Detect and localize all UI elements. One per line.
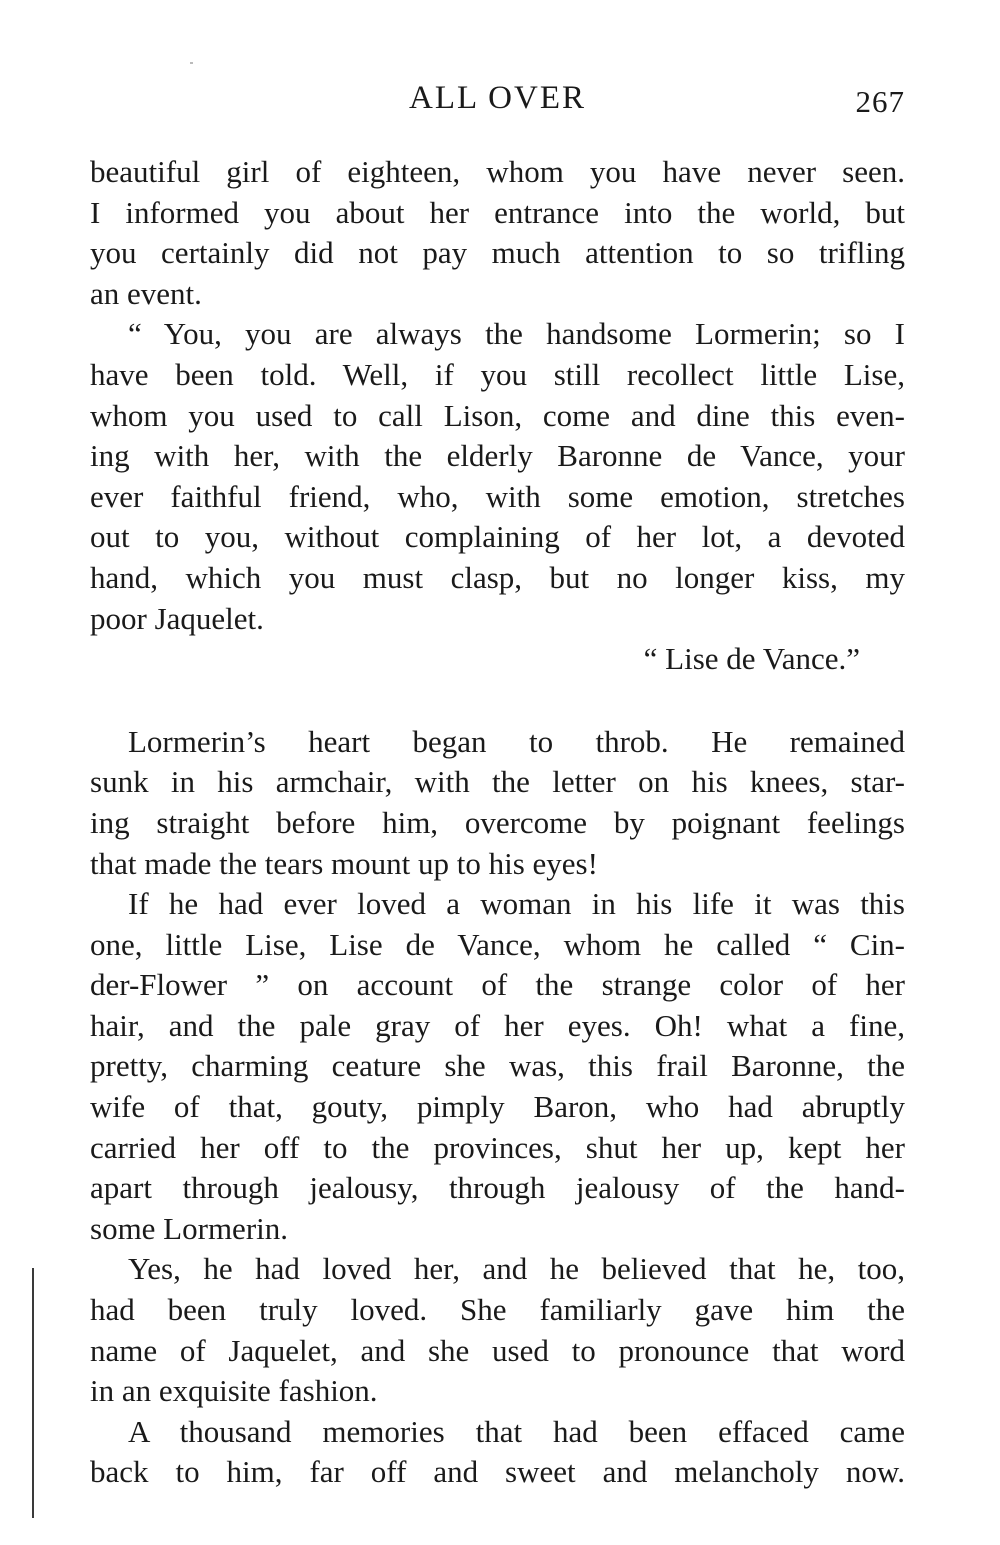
running-head bbox=[90, 80, 905, 130]
text-line: der-Flower ” on account of the strange color of her bbox=[90, 967, 905, 1003]
text-line: some Lormerin. bbox=[90, 1210, 289, 1246]
text-line: poor Jaquelet. bbox=[90, 600, 264, 636]
text-line: A thousand memories that had been effaced came bbox=[128, 1413, 905, 1449]
text-line: pretty, charming ceature she was, this frail Baronne, the bbox=[90, 1048, 905, 1084]
text-line: in an exquisite fashion. bbox=[90, 1373, 378, 1409]
text-line: you certainly did not pay much attention to so trifling bbox=[90, 235, 905, 271]
text-line: hand, which you must clasp, but no longer kiss, my bbox=[90, 559, 905, 595]
text-line: name of Jaquelet, and she used to pronounce that word bbox=[90, 1332, 905, 1368]
text-line: If he had ever loved a woman in his life it was this bbox=[128, 886, 905, 922]
letter-signature: “ Lise de Vance.” bbox=[643, 641, 860, 677]
section-gap bbox=[90, 680, 905, 722]
text-line: wife of that, gouty, pimply Baron, who had abruptly bbox=[90, 1089, 905, 1125]
print-speck bbox=[190, 62, 193, 64]
text-line: sunk in his armchair, with the letter on his knees, star- bbox=[90, 764, 905, 800]
text-line: I informed you about her entrance into the world, but bbox=[90, 194, 905, 230]
margin-rule bbox=[32, 1268, 34, 1518]
text-line: Yes, he had loved her, and he believed that he, too, bbox=[128, 1251, 905, 1287]
text-line: whom you used to call Lison, come and dine this even- bbox=[90, 397, 905, 433]
text-line: “ You, you are always the handsome Lormerin; so I bbox=[128, 316, 905, 352]
text-line: beautiful girl of eighteen, whom you have never seen. bbox=[90, 154, 905, 189]
text-line: Lormerin’s heart began to throb. He remained bbox=[128, 723, 905, 759]
text-line: back to him, far off and sweet and melancholy now. bbox=[90, 1454, 905, 1490]
text-line: carried her off to the provinces, shut her up, kept her bbox=[90, 1129, 905, 1165]
running-title: ALL OVER bbox=[408, 80, 586, 116]
text-line: ever faithful friend, who, with some emotion, stretches bbox=[90, 478, 905, 514]
text-line: that made the tears mount up to his eyes! bbox=[90, 845, 598, 881]
text-line: ing with her, with the elderly Baronne de Vance, your bbox=[90, 438, 905, 474]
text-line: have been told. Well, if you still recollect little Lise, bbox=[90, 356, 905, 392]
text-line: one, little Lise, Lise de Vance, whom he called “ Cin- bbox=[90, 926, 905, 962]
text-line: an event. bbox=[90, 275, 202, 311]
body-text bbox=[90, 152, 905, 1493]
text-line: had been truly loved. She familiarly gave him the bbox=[90, 1292, 905, 1328]
page-number: 267 bbox=[855, 84, 905, 119]
text-line: ing straight before him, overcome by poignant feelings bbox=[90, 804, 905, 840]
text-line: hair, and the pale gray of her eyes. Oh! what a fine, bbox=[90, 1007, 905, 1043]
text-line: out to you, without complaining of her lot, a devoted bbox=[90, 519, 905, 555]
text-line: apart through jealousy, through jealousy of the hand- bbox=[90, 1170, 905, 1206]
